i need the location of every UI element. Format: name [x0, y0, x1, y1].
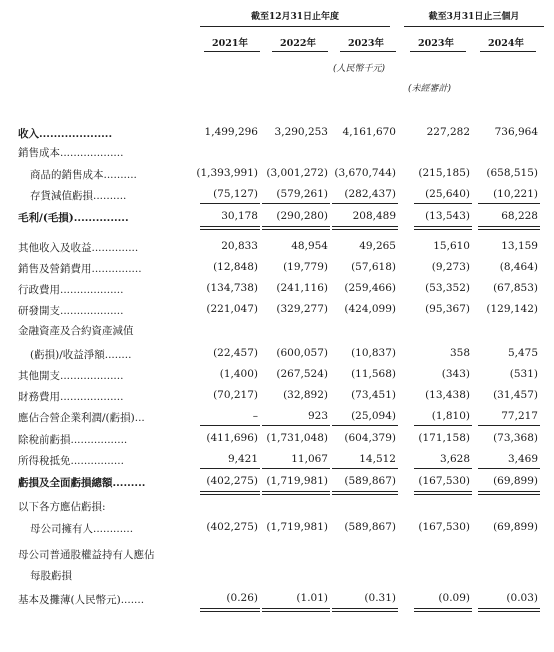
row-value: 4,161,670 — [342, 126, 396, 138]
row-value: (402,275) — [206, 521, 258, 533]
single-underline — [414, 203, 472, 204]
row-value: 49,265 — [359, 240, 396, 252]
row-value: (57,618) — [351, 261, 396, 273]
row-value: (600,057) — [276, 347, 328, 359]
row-value: (167,530) — [418, 475, 470, 487]
double-underline — [200, 491, 260, 495]
table-row — [0, 126, 554, 142]
row-value: (579,261) — [276, 188, 328, 200]
row-label: 基本及攤薄(人民幣元)....... — [18, 594, 145, 606]
year-header: 2022年 — [280, 38, 316, 49]
row-value: (3,670,744) — [334, 167, 396, 179]
year-header: 2023年 — [348, 38, 384, 49]
row-value: (589,867) — [344, 475, 396, 487]
row-value: 736,964 — [494, 126, 538, 138]
row-label: 銷售成本................... — [18, 147, 124, 159]
row-value: 11,067 — [291, 453, 328, 465]
table-row — [0, 145, 554, 161]
row-value: – — [252, 410, 258, 422]
year-rule — [410, 51, 466, 52]
row-value: 15,610 — [433, 240, 470, 252]
row-value: (290,280) — [276, 210, 328, 222]
row-value: (69,899) — [493, 475, 538, 487]
row-label: 財務費用................... — [18, 391, 124, 403]
group-header-annual: 截至12月31日止年度 — [250, 12, 340, 22]
row-value: 3,628 — [439, 453, 470, 465]
row-value: (31,457) — [493, 389, 538, 401]
year-header: 2023年 — [418, 38, 454, 49]
table-row — [0, 240, 554, 256]
row-label: 收入.................... — [18, 128, 113, 140]
double-underline — [414, 608, 472, 612]
row-value: (329,277) — [276, 303, 328, 315]
row-label: 以下各方應佔虧損: — [18, 501, 106, 513]
row-value: (531) — [509, 368, 538, 380]
double-underline — [414, 226, 472, 230]
row-label: 其他收入及收益.............. — [18, 242, 139, 254]
row-value: (267,524) — [276, 368, 328, 380]
row-value: (11,568) — [351, 368, 396, 380]
row-value: 9,421 — [227, 453, 258, 465]
row-value: (134,738) — [206, 282, 258, 294]
row-value: (10,221) — [493, 188, 538, 200]
table-row — [0, 475, 554, 491]
row-label: 行政費用................... — [18, 284, 124, 296]
row-value: (343) — [441, 368, 470, 380]
row-value: (32,892) — [283, 389, 328, 401]
row-value: 14,512 — [359, 453, 396, 465]
single-underline — [478, 425, 540, 426]
row-value: (73,451) — [351, 389, 396, 401]
row-label: 商品的銷售成本.......... — [30, 169, 137, 181]
row-value: 3,290,253 — [274, 126, 328, 138]
row-value: (25,640) — [425, 188, 470, 200]
table-row — [0, 368, 554, 384]
row-value: (215,185) — [418, 167, 470, 179]
single-underline — [262, 425, 330, 426]
single-underline — [200, 468, 260, 469]
table-row — [0, 188, 554, 204]
row-value: (13,543) — [425, 210, 470, 222]
row-value: (3,001,272) — [266, 167, 328, 179]
row-value: (171,158) — [418, 432, 470, 444]
row-label: 母公司擁有人............ — [30, 523, 134, 535]
row-value: (221,047) — [206, 303, 258, 315]
row-label: 所得稅抵免................ — [18, 455, 124, 467]
row-value: 358 — [449, 347, 470, 359]
year-header: 2021年 — [212, 38, 248, 49]
table-row — [0, 261, 554, 277]
row-value: (402,275) — [206, 475, 258, 487]
table-row — [0, 210, 554, 226]
row-value: 1,499,296 — [204, 126, 258, 138]
row-value: (9,273) — [431, 261, 470, 273]
table-row — [0, 592, 554, 608]
row-value: (70,217) — [213, 389, 258, 401]
row-label: 存貨減值虧損.......... — [30, 190, 127, 202]
double-underline — [478, 491, 540, 495]
row-value: 227,282 — [426, 126, 470, 138]
row-value: (25,094) — [351, 410, 396, 422]
unit-note: (人民幣千元) — [333, 64, 386, 74]
row-value: (19,779) — [283, 261, 328, 273]
row-label: 虧損及全面虧損總額......... — [18, 477, 146, 489]
table-row — [0, 547, 554, 563]
row-value: (0.31) — [364, 592, 396, 604]
row-label: 母公司普通股權益持有人應佔 — [18, 549, 155, 561]
double-underline — [478, 608, 540, 612]
row-value: (10,837) — [351, 347, 396, 359]
double-underline — [262, 491, 330, 495]
row-value: (0.09) — [438, 592, 470, 604]
table-row — [0, 167, 554, 183]
row-value: (1,393,991) — [196, 167, 258, 179]
row-value: (1,719,981) — [266, 475, 328, 487]
year-header: 2024年 — [488, 38, 524, 49]
row-value: 77,217 — [501, 410, 538, 422]
row-value: 208,489 — [352, 210, 396, 222]
double-underline — [332, 608, 398, 612]
double-underline — [200, 226, 260, 230]
row-value: (282,437) — [344, 188, 396, 200]
year-rule — [480, 51, 536, 52]
single-underline — [332, 425, 398, 426]
row-label: (虧損)/收益淨額........ — [30, 349, 132, 361]
double-underline — [332, 226, 398, 230]
table-row — [0, 499, 554, 515]
row-value: (1,810) — [431, 410, 470, 422]
single-underline — [332, 468, 398, 469]
row-value: 3,469 — [507, 453, 538, 465]
row-value: (1,719,981) — [266, 521, 328, 533]
table-row — [0, 410, 554, 426]
row-value: 13,159 — [501, 240, 538, 252]
unaudited-note: (未經審計) — [408, 84, 452, 94]
row-label: 銷售及營銷費用............... — [18, 263, 142, 275]
table-row — [0, 347, 554, 363]
single-underline — [414, 425, 472, 426]
group-rule-annual — [200, 26, 390, 27]
row-value: 5,475 — [507, 347, 538, 359]
row-value: (424,099) — [344, 303, 396, 315]
single-underline — [478, 203, 540, 204]
single-underline — [478, 468, 540, 469]
row-value: (75,127) — [213, 188, 258, 200]
table-row — [0, 323, 554, 339]
double-underline — [262, 226, 330, 230]
double-underline — [332, 491, 398, 495]
row-value: 68,228 — [501, 210, 538, 222]
table-row — [0, 303, 554, 319]
table-row — [0, 389, 554, 405]
row-label: 其他開支................... — [18, 370, 124, 382]
row-value: (0.26) — [226, 592, 258, 604]
table-row — [0, 521, 554, 537]
row-value: (69,899) — [493, 521, 538, 533]
row-value: (1,400) — [219, 368, 258, 380]
single-underline — [262, 468, 330, 469]
table-row — [0, 453, 554, 469]
row-value: (73,368) — [493, 432, 538, 444]
row-value: (241,116) — [276, 282, 328, 294]
group-header-quarter: 截至3月31日止三個月 — [428, 12, 520, 22]
row-value: (12,848) — [213, 261, 258, 273]
double-underline — [478, 226, 540, 230]
row-value: (167,530) — [418, 521, 470, 533]
row-label: 金融資產及合約資產減值 — [18, 325, 134, 337]
double-underline — [262, 608, 330, 612]
row-value: (8,464) — [499, 261, 538, 273]
double-underline — [414, 491, 472, 495]
row-value: (13,438) — [425, 389, 470, 401]
row-value: (604,379) — [344, 432, 396, 444]
single-underline — [332, 203, 398, 204]
row-value: 923 — [307, 410, 328, 422]
row-label: 應佔合營企業利潤/(虧損)... — [18, 412, 145, 424]
single-underline — [414, 468, 472, 469]
year-rule — [204, 51, 260, 52]
row-value: 20,833 — [221, 240, 258, 252]
row-value: 30,178 — [221, 210, 258, 222]
row-value: (589,867) — [344, 521, 396, 533]
row-value: (658,515) — [486, 167, 538, 179]
year-rule — [272, 51, 328, 52]
single-underline — [262, 203, 330, 204]
row-value: (95,367) — [425, 303, 470, 315]
double-underline — [200, 608, 260, 612]
table-row — [0, 568, 554, 584]
row-label: 研發開支................... — [18, 305, 124, 317]
table-row — [0, 282, 554, 298]
year-rule — [340, 51, 396, 52]
row-value: (1,731,048) — [266, 432, 328, 444]
row-value: (411,696) — [206, 432, 258, 444]
row-value: (0.03) — [506, 592, 538, 604]
row-value: (67,853) — [493, 282, 538, 294]
single-underline — [200, 425, 260, 426]
row-value: (53,352) — [425, 282, 470, 294]
row-value: (129,142) — [486, 303, 538, 315]
row-value: (259,466) — [344, 282, 396, 294]
row-value: 48,954 — [291, 240, 328, 252]
row-label: 除稅前虧損................. — [18, 434, 128, 446]
row-label: 毛利/(毛損)............... — [18, 212, 129, 224]
table-row — [0, 432, 554, 448]
row-label: 每股虧損 — [30, 570, 72, 582]
single-underline — [200, 203, 260, 204]
group-rule-quarter — [404, 26, 544, 27]
row-value: (22,457) — [213, 347, 258, 359]
row-value: (1.01) — [296, 592, 328, 604]
